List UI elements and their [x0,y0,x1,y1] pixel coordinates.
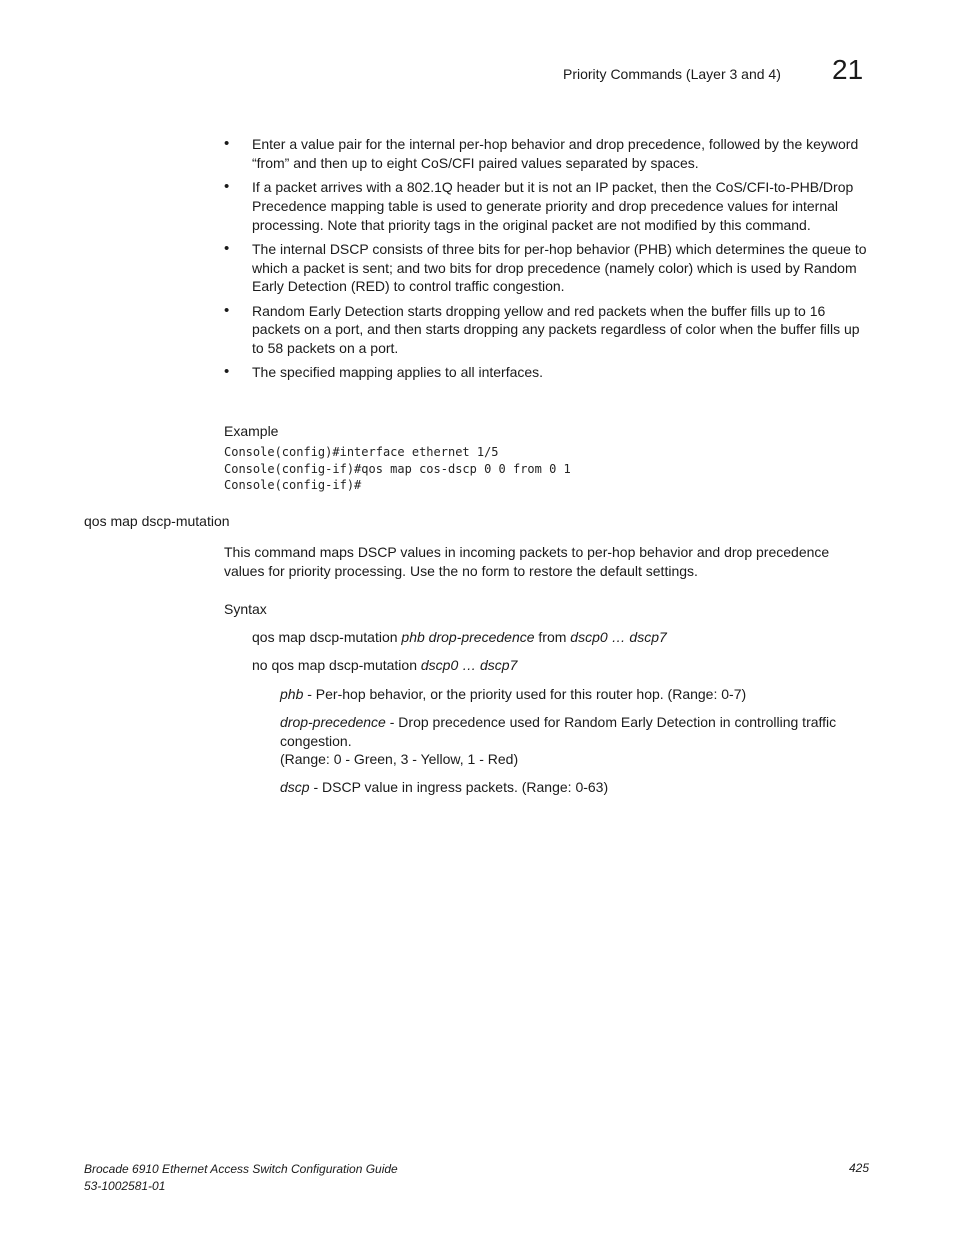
section-description [224,543,872,581]
param-range: (Range: 0 - Green, 3 - Yellow, 1 - Red) [280,751,519,767]
bullet-item: • Enter a value pair for the internal per-hop behavior and drop precedence, followed by the keyword “from” and then up to eight CoS/CFI paired values separated by spaces. [224,135,872,173]
section-title: qos map dscp-mutation [84,513,230,529]
syntax-command: no qos map dscp-mutation [252,657,417,673]
syntax-args: phb drop-precedence [397,629,539,645]
param-text: - Per-hop behavior, or the priority used for this router hop. (Range: 0-7) [303,686,747,702]
description-text: This command maps DSCP values in incoming packets to per-hop behavior and drop precedence values for priority processing. Use the [224,544,830,579]
param-text: - DSCP value in ingress packets. (Range: 0-63) [309,779,609,795]
bullet-item: • The internal DSCP consists of three bits for per-hop behavior (PHB) which determines the queue to which a packet is sent; and two bits for drop precedence (namely color) which is used by Random Early Detection (RED) to control traffic congestion. [224,240,872,296]
chapter-number: 21 [832,54,864,85]
syntax-keyword: from [538,629,567,645]
syntax-line [252,629,667,645]
syntax-heading: Syntax [224,601,267,617]
param-name: dscp [280,779,310,795]
example-heading: Example [224,423,279,439]
guide-title: Brocade 6910 Ethernet Access Switch Configuration Guide [84,1162,398,1176]
running-header-title: Priority Commands (Layer 3 and 4) [563,66,781,82]
page-number: 425 [849,1161,870,1175]
bullet-list [224,135,872,388]
code-example: Console(config)#interface ethernet 1/5 Console(config-if)#qos map cos-dscp 0 0 from 0 1 Console(config-if)# [224,445,571,492]
param-description [280,685,872,704]
syntax-args: dscp0 … dscp7 [566,629,667,645]
syntax-args: dscp0 … dscp7 [416,657,518,673]
description-keyword: no [462,563,478,579]
bullet-item: • The specified mapping applies to all interfaces. [224,363,872,382]
syntax-command: qos map dscp-mutation [252,629,398,645]
doc-number: 53-1002581-01 [84,1179,166,1193]
footer-left [84,1161,398,1195]
param-description [280,778,872,797]
bullet-item: • Random Early Detection starts dropping yellow and red packets when the buffer fills up to 16 packets on a port, and then starts dropping any packets regardless of color when the buffer fills up to 58 packets on a port. [224,302,872,358]
bullet-item: • If a packet arrives with a 802.1Q header but it is not an IP packet, then the CoS/CFI-to-PHB/Drop Precedence mapping table is used to generate priority and drop precedence values for internal processing. Note that priority tags in the original packet are not modified by this command. [224,178,872,234]
param-name: phb [280,686,304,702]
syntax-line [252,657,517,673]
description-text: form to restore the default settings. [477,563,698,579]
param-name: drop-precedence [280,714,386,730]
param-description [280,713,872,769]
param-text: - Drop precedence used for Random Early Detection in controlling traffic congestion. [280,714,837,749]
